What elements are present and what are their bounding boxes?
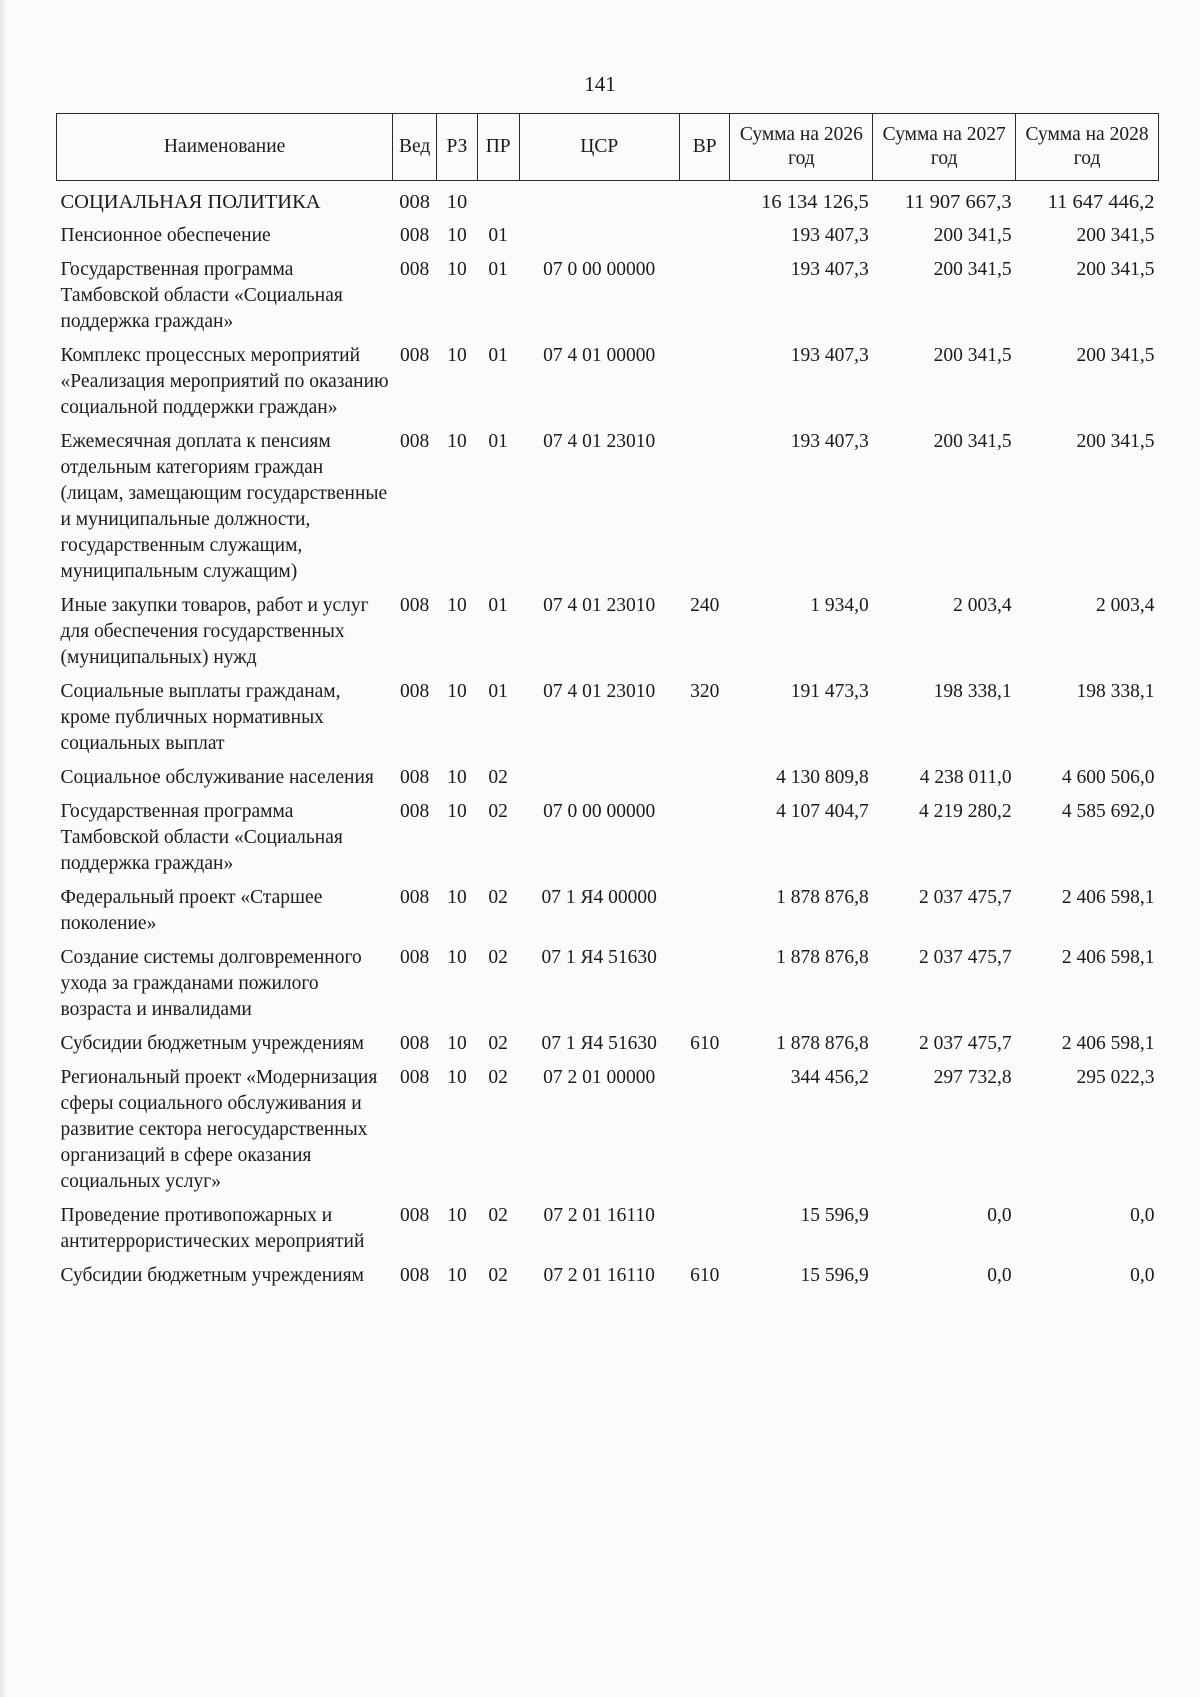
row-ved: 008: [400, 767, 430, 788]
header-vr: ВР: [679, 114, 730, 181]
row-name: Государственная программа Тамбовской области «Социальная поддержка граждан»: [60, 801, 343, 874]
row-csr: 07 4 01 23010: [543, 595, 656, 616]
row-ved: 008: [400, 225, 430, 246]
row-name: Социальные выплаты гражданам, кроме публичных нормативных социальных выплат: [60, 681, 341, 754]
row-vr: [679, 877, 730, 937]
row-rz: 10: [447, 259, 467, 280]
row-rz: 10: [447, 595, 467, 616]
row-pr: 01: [488, 259, 508, 280]
row-sum-2028: 11 647 446,2: [1047, 191, 1155, 213]
header-csr: ЦСР: [519, 114, 679, 181]
row-vr: [679, 215, 730, 249]
row-sum-2026: 16 134 126,5: [761, 191, 869, 213]
row-sum-2026: 344 456,2: [790, 1067, 869, 1088]
row-rz: 10: [447, 681, 467, 702]
row-vr: [679, 791, 730, 877]
row-vr: [679, 937, 730, 1023]
row-ved: 008: [400, 1265, 430, 1286]
table-row: [57, 181, 1159, 216]
row-csr: [519, 215, 679, 249]
row-sum-2028: 0,0: [1130, 1265, 1155, 1286]
page-number: 141: [584, 72, 616, 96]
row-ved: 008: [400, 1205, 430, 1226]
row-sum-2028: 2 406 598,1: [1061, 887, 1155, 908]
row-name: СОЦИАЛЬНАЯ ПОЛИТИКА: [60, 191, 321, 213]
row-csr: 07 4 01 23010: [543, 431, 656, 452]
row-csr: 07 1 Я4 51630: [541, 1033, 657, 1054]
row-sum-2027: 2 003,4: [953, 595, 1012, 616]
row-name: Социальное обслуживание населения: [60, 767, 374, 788]
row-pr: 02: [488, 1067, 508, 1088]
row-rz: 10: [447, 225, 467, 246]
row-pr: 02: [488, 1265, 508, 1286]
row-sum-2026: 4 130 809,8: [776, 767, 869, 788]
table-header: [57, 114, 1159, 181]
row-sum-2028: 0,0: [1130, 1205, 1155, 1226]
row-sum-2027: 200 341,5: [933, 431, 1012, 452]
row-vr: [679, 181, 730, 216]
row-pr: 02: [488, 1205, 508, 1226]
table-row: [57, 249, 1159, 335]
row-name: Региональный проект «Модернизация сферы социального обслуживания и развитие сектора негосударственных организаций в сфере оказания социальных услуг»: [60, 1067, 378, 1192]
row-rz: 10: [447, 431, 467, 452]
row-sum-2026: 4 107 404,7: [776, 801, 869, 822]
table-row: [57, 1023, 1159, 1057]
row-csr: 07 1 Я4 00000: [541, 887, 657, 908]
row-sum-2026: 1 878 876,8: [776, 1033, 869, 1054]
row-sum-2027: 200 341,5: [933, 225, 1012, 246]
header-sum-2027: Сумма на 2027 год: [873, 114, 1016, 181]
row-pr: [477, 181, 519, 216]
row-name: Проведение противопожарных и антитеррористических мероприятий: [60, 1205, 365, 1252]
row-ved: 008: [400, 345, 430, 366]
scan-edge-shadow: [0, 0, 8, 1697]
row-rz: 10: [447, 345, 467, 366]
row-sum-2026: 15 596,9: [800, 1265, 869, 1286]
row-sum-2028: 200 341,5: [1076, 345, 1155, 366]
table-row: [57, 421, 1159, 585]
table-row: [57, 877, 1159, 937]
row-sum-2028: 200 341,5: [1076, 259, 1155, 280]
row-sum-2027: 0,0: [987, 1265, 1012, 1286]
table-row: [57, 585, 1159, 671]
row-vr: 610: [690, 1265, 720, 1286]
row-sum-2028: 2 406 598,1: [1061, 1033, 1155, 1054]
row-csr: 07 0 00 00000: [543, 259, 656, 280]
row-sum-2027: 4 238 011,0: [919, 767, 1012, 788]
row-pr: 02: [488, 887, 508, 908]
row-ved: 008: [399, 191, 431, 213]
row-rz: 10: [447, 887, 467, 908]
row-rz: 10: [447, 947, 467, 968]
row-sum-2028: 4 585 692,0: [1061, 801, 1155, 822]
row-sum-2027: 200 341,5: [933, 259, 1012, 280]
row-name: Государственная программа Тамбовской области «Социальная поддержка граждан»: [60, 259, 343, 332]
row-ved: 008: [400, 1067, 430, 1088]
row-sum-2027: 297 732,8: [933, 1067, 1012, 1088]
row-sum-2026: 1 878 876,8: [776, 947, 869, 968]
row-sum-2028: 198 338,1: [1076, 681, 1155, 702]
row-sum-2027: 2 037 475,7: [919, 1033, 1012, 1054]
row-rz: 10: [447, 1067, 467, 1088]
header-sum-2028: Сумма на 2028 год: [1016, 114, 1159, 181]
row-sum-2026: 193 407,3: [790, 259, 869, 280]
row-ved: 008: [400, 431, 430, 452]
row-name: Пенсионное обеспечение: [60, 225, 271, 246]
row-csr: 07 4 01 00000: [543, 345, 656, 366]
table-row: [57, 937, 1159, 1023]
row-sum-2028: 2 406 598,1: [1061, 947, 1155, 968]
row-ved: 008: [400, 887, 430, 908]
row-pr: 02: [488, 947, 508, 968]
row-csr: 07 2 01 16110: [543, 1205, 655, 1226]
row-pr: 01: [488, 225, 508, 246]
row-pr: 01: [488, 681, 508, 702]
row-name: Комплекс процессных мероприятий «Реализация мероприятий по оказанию социальной поддержки граждан»: [60, 345, 389, 418]
row-rz: 10: [447, 767, 467, 788]
row-ved: 008: [400, 947, 430, 968]
table-row: [57, 791, 1159, 877]
row-pr: 01: [488, 345, 508, 366]
row-ved: 008: [400, 1033, 430, 1054]
row-csr: 07 0 00 00000: [543, 801, 656, 822]
row-pr: 01: [488, 595, 508, 616]
row-vr: 320: [690, 681, 720, 702]
row-vr: [679, 249, 730, 335]
row-vr: [679, 421, 730, 585]
row-csr: 07 1 Я4 51630: [541, 947, 657, 968]
row-name: Ежемесячная доплата к пенсиям отдельным категориям граждан (лицам, замещающим государственные и муниципальные должности, государственным служащим, муниципальным служащим): [60, 431, 388, 582]
table-row: [57, 671, 1159, 757]
row-name: Иные закупки товаров, работ и услуг для обеспечения государственных (муниципальных) нужд: [60, 595, 369, 668]
row-vr: 610: [690, 1033, 720, 1054]
budget-table: [56, 113, 1159, 1289]
row-sum-2027: 0,0: [987, 1205, 1012, 1226]
row-sum-2026: 1 934,0: [810, 595, 869, 616]
row-sum-2027: 200 341,5: [933, 345, 1012, 366]
table-row: [57, 1057, 1159, 1195]
row-sum-2027: 4 219 280,2: [919, 801, 1012, 822]
row-csr: [519, 181, 679, 216]
header-name: Наименование: [57, 114, 393, 181]
row-sum-2026: 15 596,9: [800, 1205, 869, 1226]
row-vr: [679, 1195, 730, 1255]
row-pr: 02: [488, 801, 508, 822]
row-sum-2027: 2 037 475,7: [919, 887, 1012, 908]
row-sum-2028: 200 341,5: [1076, 225, 1155, 246]
row-sum-2028: 200 341,5: [1076, 431, 1155, 452]
row-pr: 02: [488, 767, 508, 788]
row-ved: 008: [400, 681, 430, 702]
header-rz: РЗ: [437, 114, 478, 181]
row-sum-2027: 198 338,1: [933, 681, 1012, 702]
row-csr: 07 4 01 23010: [543, 681, 656, 702]
row-vr: [679, 335, 730, 421]
row-csr: 07 2 01 00000: [543, 1067, 656, 1088]
row-sum-2027: 11 907 667,3: [904, 191, 1012, 213]
row-vr: [679, 1057, 730, 1195]
row-name: Федеральный проект «Старшее поколение»: [60, 887, 323, 934]
table-row: [57, 1195, 1159, 1255]
row-pr: 02: [488, 1033, 508, 1054]
row-rz: 10: [447, 1033, 467, 1054]
row-vr: [679, 757, 730, 791]
table-row: [57, 1255, 1159, 1289]
row-sum-2026: 1 878 876,8: [776, 887, 869, 908]
row-name: Субсидии бюджетным учреждениям: [60, 1033, 364, 1054]
row-csr: [519, 757, 679, 791]
row-ved: 008: [400, 595, 430, 616]
row-sum-2028: 295 022,3: [1076, 1067, 1155, 1088]
header-sum-2026: Сумма на 2026 год: [730, 114, 873, 181]
row-rz: 10: [447, 1205, 467, 1226]
row-sum-2026: 193 407,3: [790, 225, 869, 246]
row-sum-2028: 4 600 506,0: [1061, 767, 1155, 788]
row-sum-2026: 191 473,3: [790, 681, 869, 702]
row-sum-2026: 193 407,3: [790, 345, 869, 366]
row-sum-2027: 2 037 475,7: [919, 947, 1012, 968]
table-row: [57, 757, 1159, 791]
row-csr: 07 2 01 16110: [543, 1265, 655, 1286]
row-ved: 008: [400, 259, 430, 280]
table-row: [57, 335, 1159, 421]
header-ved: Вед: [393, 114, 437, 181]
row-rz: 10: [447, 801, 467, 822]
row-name: Субсидии бюджетным учреждениям: [60, 1265, 364, 1286]
row-pr: 01: [488, 431, 508, 452]
row-rz: 10: [447, 1265, 467, 1286]
row-name: Создание системы долговременного ухода за гражданами пожилого возраста и инвалидами: [60, 947, 362, 1020]
header-pr: ПР: [477, 114, 519, 181]
row-rz: 10: [446, 191, 468, 213]
row-vr: 240: [690, 595, 720, 616]
row-sum-2026: 193 407,3: [790, 431, 869, 452]
table-body: [57, 181, 1159, 1290]
table-row: [57, 215, 1159, 249]
row-ved: 008: [400, 801, 430, 822]
row-sum-2028: 2 003,4: [1096, 595, 1155, 616]
